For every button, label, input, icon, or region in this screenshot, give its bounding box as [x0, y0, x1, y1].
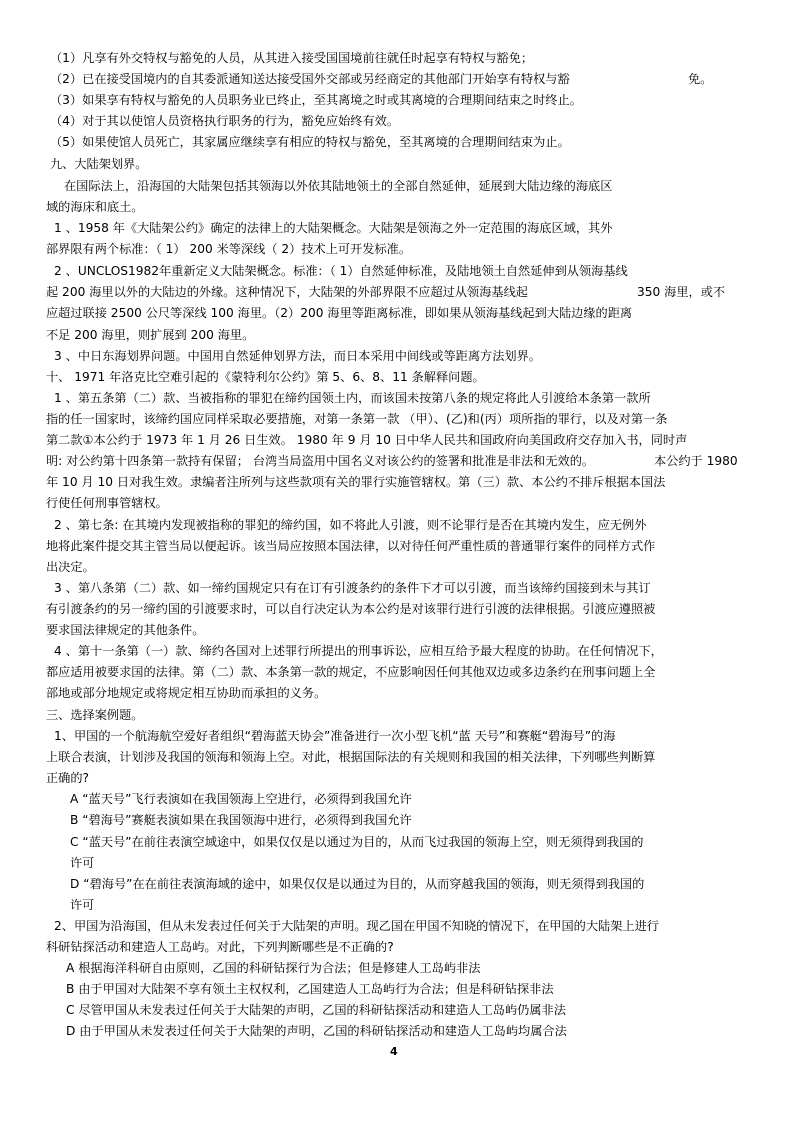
text-line: 350 海里，或不 — [637, 285, 726, 299]
text-line: 3 、第八条第（二）款、如一缔约国规定只有在订有引渡条约的条件下才可以引渡，而当该缔约国接到未与其订 — [54, 581, 651, 595]
section-heading: 九、大陆架划界。 — [50, 157, 148, 171]
text-line: 在国际法上，沿海国的大陆架包括其领海以外依其陆地领土的全部自然延伸，延展到大陆边缘的海底区 — [64, 179, 613, 193]
answer-option: D “碧海号”在在前往表演海域的途中，如果仅仅是以通过为目的，从而穿越我国的领海，则无须得到我国的 — [70, 877, 645, 891]
text-line: （4）对于其以使馆人员资格执行职务的行为，豁免应始终有效。 — [50, 114, 400, 128]
text-line: 4 、第十一条第（一）款、缔约各国对上述罪行所提出的刑事诉讼，应相互给予最大程度的协助。在任何情况下， — [54, 644, 663, 658]
section-heading: 十、 1971 年洛克比空难引起的《蒙特利尔公约》第 5、6、8、11 条解释问题。 — [46, 370, 485, 384]
question-text: 正确的? — [46, 771, 90, 785]
text-line: （1）凡享有外交特权与豁免的人员，从其进入接受国国境前往就任时起享有特权与豁免； — [50, 51, 534, 65]
text-line: 要求国法律规定的其他条件。 — [46, 623, 205, 637]
answer-option: C “蓝天号”在前往表演空域途中，如果仅仅是以通过为目的，从而飞过我国的领海上空，则无须得到我国的 — [70, 835, 644, 849]
text-line: （2）已在接受国境内的自其委派通知送达接受国外交部或另经商定的其他部门开始享有特权与豁 — [50, 72, 570, 86]
section-heading: 三、选择案例题。 — [46, 708, 144, 722]
text-line: 起 200 海里以外的大陆边的外缘。这种情况下，大陆架的外部界限不应超过从领海基线起 — [46, 285, 528, 299]
text-line: （5）如果使馆人员死亡，其家属应继续享有相应的特权与豁免，至其离境的合理期间结束为止。 — [50, 135, 570, 149]
text-line: 域的海床和底土。 — [46, 200, 144, 214]
text-line: 第二款①本公约于 1973 年 1 月 26 日生效。 1980 年 9 月 10 日中华人民共和国政府向美国政府交存加入书，同时声 — [46, 433, 688, 447]
page-number: 4 — [390, 1045, 398, 1058]
text-line: 部地或部分地规定或将规定相互协助而承担的义务。 — [46, 686, 327, 700]
text-line: 2 、UNCLOS1982年重新定义大陆架概念。标准：（ 1）自然延伸标准，及陆地领土自然延伸到从领海基线 — [54, 264, 628, 278]
text-line: （3）如果享有特权与豁免的人员职务业已终止，至其离境之时或其离境的合理期间结束之时终止。 — [50, 93, 582, 107]
text-line: 指的任一国家时，该缔约国应同样采取必要措施，对第一条第一款 （甲）、(乙)和(丙）项所指的罪行，以及对第一条 — [46, 412, 668, 426]
text-line: 行使任何刑事管辖权。 — [46, 496, 168, 510]
question-text: 上联合表演，计划涉及我国的领海和领海上空。对此，根据国际法的有关规则和我国的相关法律，下列哪些判断算 — [46, 750, 656, 764]
answer-option: C 尽管甲国从未发表过任何关于大陆架的声明，乙国的科研钻探活动和建造人工岛屿仍属非法 — [66, 1003, 566, 1017]
text-line: 3 、中日东海划界问题。中国用自然延伸划界方法，而日本采用中间线或等距离方法划界。 — [54, 349, 541, 363]
text-line: 本公约于 1980 — [654, 454, 738, 468]
question-text: 2、甲国为沿海国，但从未发表过任何关于大陆架的声明。现乙国在甲国不知晓的情况下，在甲国的大陆架上进行 — [54, 919, 659, 933]
answer-option: A “蓝天号”飞行表演如在我国领海上空进行，必须得到我国允许 — [70, 792, 412, 806]
text-line: 2 、第七条: 在其境内发现被指称的罪犯的缔约国，如不将此人引渡，则不论罪行是否在其境内发生，应无例外 — [54, 518, 647, 532]
text-line: 都应适用被要求国的法律。第（二）款、本条第一款的规定，不应影响因任何其他双边或多边条约在刑事问题上全 — [46, 665, 656, 679]
answer-option: 许可 — [70, 898, 95, 912]
question-text: 科研钻探活动和建造人工岛屿。对此，下列判断哪些是不正确的? — [46, 940, 394, 954]
text-line: 部界限有两个标准：（ 1） 200 米等深线（ 2）技术上可开发标准。 — [46, 242, 412, 256]
text-line: 应超过联接 2500 公尺等深线 100 海里。（2）200 海里等距离标准，即如果从领海基线起到大陆边缘的距离 — [46, 306, 633, 320]
text-line: 有引渡条约的另一缔约国的引渡要求时，可以自行决定认为本公约是对该罪行进行引渡的法律根据。引渡应遵照被 — [46, 602, 656, 616]
text-line: 1 、第五条第（二）款、当被指称的罪犯在缔约国领土内，而该国未按第八条的规定将此人引渡给本条第一款所 — [54, 391, 651, 405]
text-line: 地将此案件提交其主管当局以便起诉。该当局应按照本国法律，以对待任何严重性质的普通罪行案件的同样方式作 — [46, 539, 656, 553]
question-text: 1、甲国的一个航海航空爱好者组织“碧海蓝天协会”准备进行一次小型飞机“蓝 天号”和赛艇“碧海号”的海 — [54, 729, 616, 743]
text-line: 出决定。 — [46, 560, 95, 574]
text-line: 不足 200 海里，则扩展到 200 海里。 — [46, 328, 255, 342]
text-line: 免。 — [688, 72, 713, 86]
text-line: 明: 对公约第十四条第一款持有保留； 台湾当局盗用中国名义对该公约的签署和批准是非法和无效的。 — [46, 454, 595, 468]
answer-option: D 由于甲国从未发表过任何关于大陆架的声明，乙国的科研钻探活动和建造人工岛屿均属合法 — [66, 1024, 567, 1038]
answer-option: B 由于甲国对大陆架不享有领土主权权利，乙国建造人工岛屿行为合法；但是科研钻探非法 — [66, 982, 554, 996]
answer-option: 许可 — [70, 856, 95, 870]
text-line: 1 、1958 年《大陆架公约》确定的法律上的大陆架概念。大陆架是领海之外一定范围的海底区域，其外 — [54, 221, 613, 235]
answer-option: B “碧海号”赛艇表演如果在我国领海中进行，必须得到我国允许 — [70, 813, 412, 827]
text-line: 年 10 月 10 日对我生效。隶编者注所列与这些款项有关的罪行实施管辖权。第（三）款、本公约不排斥根据本国法 — [46, 475, 666, 489]
answer-option: A 根据海洋科研自由原则，乙国的科研钻探行为合法；但是修建人工岛屿非法 — [66, 961, 481, 975]
